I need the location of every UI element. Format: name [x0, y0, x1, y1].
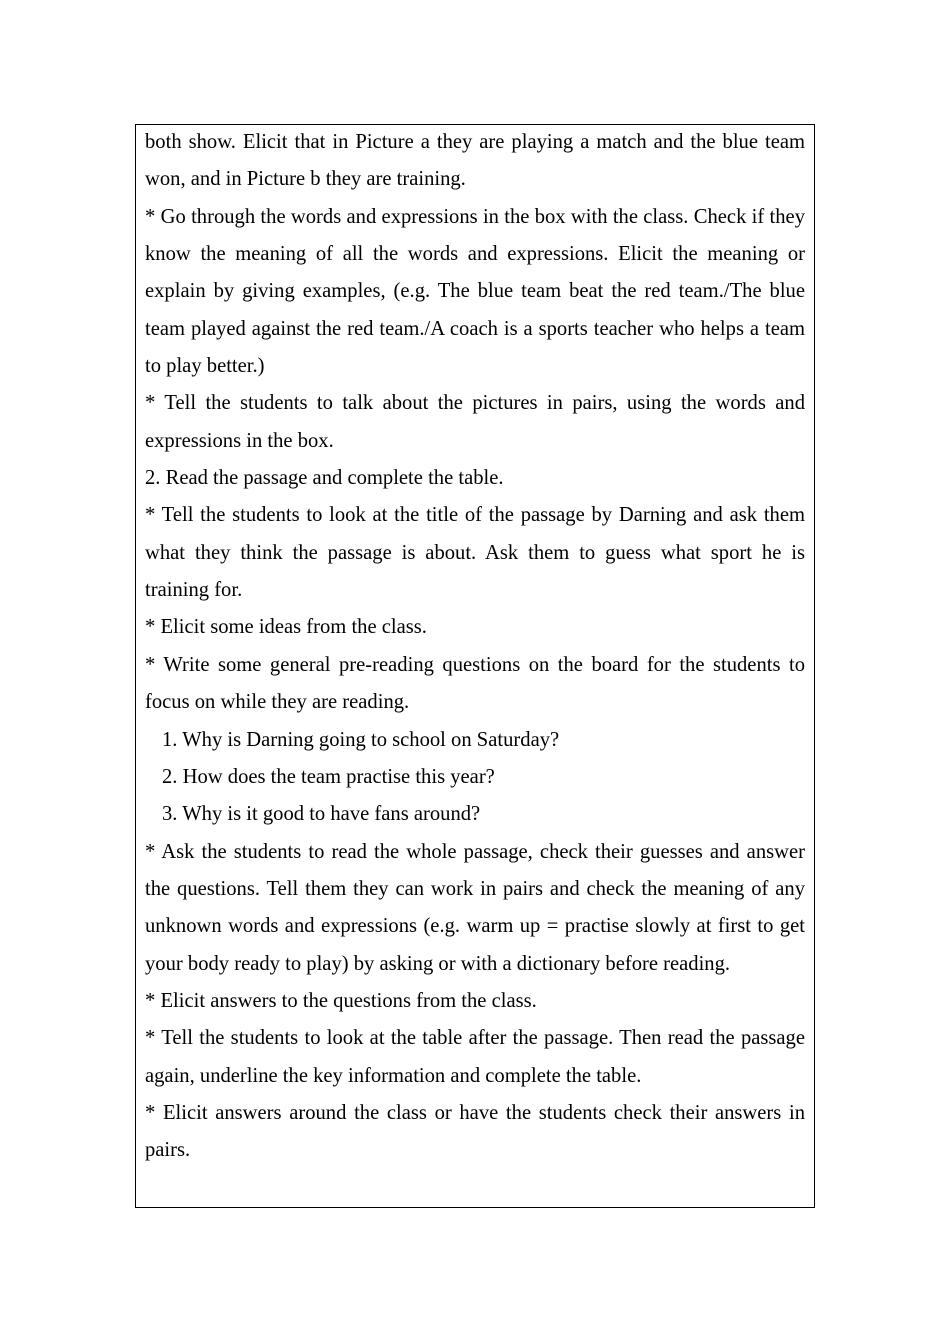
lesson-steps-text: [145, 124, 805, 1170]
paragraph-words-expressions: * Go through the words and expressions in the box with the class. Check if they know the meaning of all the words and expressions. Elicit the meaning or explain by giving examples, (e.g. The blue team beat the red team./The blue team played against the red team./A coach is a sports teacher who helps a team to play better.): [145, 205, 805, 378]
paragraph-look-at-title: * Tell the students to look at the title of the passage by Darning and ask them what they think the passage is about. Ask them to guess what sport he is training for.: [145, 504, 805, 602]
paragraph-elicit-answers: * Elicit answers to the questions from the class.: [145, 989, 537, 1012]
paragraph-check-answers: * Elicit answers around the class or have the students check their answers in pairs.: [145, 1101, 805, 1162]
question-2: 2. How does the team practise this year?: [162, 765, 495, 788]
paragraph-pre-reading-questions: * Write some general pre-reading questions on the board for the students to focus on while they are reading.: [145, 653, 805, 714]
lesson-plan-table-cell: [135, 124, 815, 1208]
step-heading-read-passage: 2. Read the passage and complete the table.: [145, 467, 504, 490]
paragraph-complete-table: * Tell the students to look at the table after the passage. Then read the passage again, underline the key information and complete the table.: [145, 1027, 805, 1087]
paragraph-talk-in-pairs: * Tell the students to talk about the pictures in pairs, using the words and expressions in the box.: [145, 392, 805, 452]
question-1: 1. Why is Darning going to school on Saturday?: [162, 728, 560, 751]
paragraph-picture-elicit: both show. Elicit that in Picture a they are playing a match and the blue team won, and in Picture b they are training.: [145, 131, 805, 191]
paragraph-read-whole-passage: * Ask the students to read the whole passage, check their guesses and answer the questions. Tell them they can work in pairs and check the meaning of any unknown words and expressions (e.g. warm up = practise slowly at first to get your body ready to play) by asking or with a dictionary before reading.: [145, 840, 805, 975]
question-3: 3. Why is it good to have fans around?: [162, 803, 481, 826]
paragraph-elicit-ideas: * Elicit some ideas from the class.: [145, 616, 427, 639]
